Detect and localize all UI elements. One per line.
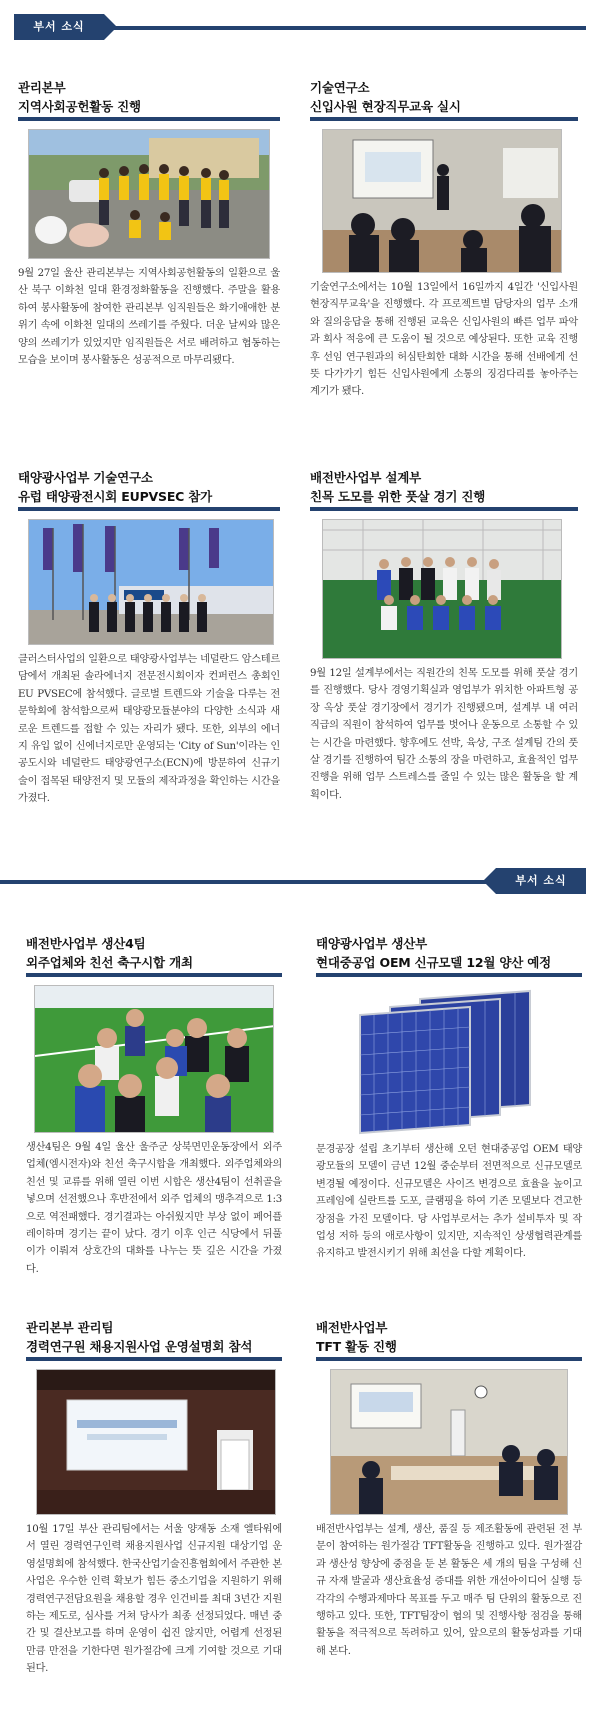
training-room-photo [322, 129, 562, 273]
title-rule [18, 117, 280, 121]
article-dept: 배전반사업부 생산4팀 [26, 936, 146, 951]
section-banner-middle [0, 868, 586, 894]
futsal-team-photo [322, 519, 562, 659]
article-title: 친목 도모를 위한 풋살 경기 진행 [310, 489, 486, 504]
article-dept: 기술연구소 [310, 80, 370, 95]
article-title: 현대중공업 OEM 신규모델 12월 양산 예정 [316, 955, 552, 970]
article-dept: 태양광사업부 생산부 [316, 936, 428, 951]
seminar-presentation-photo [36, 1369, 276, 1515]
eupvsec-exhibition-photo [28, 519, 274, 645]
article-body: 기술연구소에서는 10월 13일에서 16일까지 4일간 '신입사원 현장직무교육'을 진행했다. 각 프로젝트별 담당자의 업무 소개와 질의응답을 통해 진행된 교육은 신입사원의 빠른 업무 파악과 회사 적응에 큰 도움이 될 것으로 예상된다. 또한 교육 진행 후 선임 연구원과의 허심탄회한 대화 시간을 통해 선배에게 선뜻 다가가기 힘든 신입사원에게 소통의 징검다리를 놓아주는 계기가 됐다. [310, 282, 578, 398]
banner-tab-label: 부서 소식 [496, 868, 586, 894]
article-body: 생산4팀은 9월 4일 울산 울주군 상북면민운동장에서 외주업체(엠시전자)와 친선 축구시합을 개최했다. 외주업체와의 친선 및 교류를 위해 열린 이번 시합은 생산4팀이 선취골을 넣으며 선전했으나 후반전에서 외주 업체의 맹추격으로 1:3으로 역전패했다. 경기결과는 아쉬웠지만 부상 없이 페어플레이하며 경기는 끝이 났다. 경기 이후 인근 식당에서 뒤풀이가 이뤄져 상호간의 대화를 나누는 뜻 깊은 시간을 가졌다. [26, 1142, 282, 1275]
article-futsal [310, 468, 578, 804]
title-rule [310, 117, 578, 121]
article-soccer-match [26, 934, 282, 1278]
title-rule [316, 1357, 582, 1361]
title-rule [26, 973, 282, 977]
article-oem-model [316, 934, 582, 1263]
article-body: 배전반사업부는 설계, 생산, 품질 등 제조활동에 관련된 전 부문이 참여하는 원가절감 TFT활동을 진행하고 있다. 원가절감과 생산성 향상에 중점을 둔 본 활동은 세 개의 팀을 구성해 신규 자재 발굴과 생산효율성 증대를 위한 개선아이디어 실행 등 각각의 수행과제마다 목표를 두고 매주 팀 단위의 활동으로 진행하고 있다. 또한, TFT팀장이 협의 및 진행사항 점검을 통해 활동을 적극적으로 독려하고 있어, 앞으로의 활동성과를 기대해 본다. [316, 1524, 582, 1657]
title-rule [18, 507, 280, 511]
article-dept: 배전반사업부 설계부 [310, 470, 422, 485]
article-dept: 관리본부 관리팀 [26, 1320, 114, 1335]
tft-meeting-photo [330, 1369, 568, 1515]
article-body: 9월 12일 설계부에서는 직원간의 친목 도모를 위해 풋살 경기를 진행했다. 당사 경영기획실과 영업부가 위치한 아파트형 공장 옥상 풋살 경기장에서 경기가 진행됐으며, 설계부 내 여러 직급의 직원이 참석하여 업무를 벗어나 운동으로 소통할 수 있는 시간을 마련했다. 향후에도 선박, 육상, 구조 설계팀 간의 풋살 경기를 진행하여 팀간 소통의 장을 마련하고, 효율적인 업무진행을 위해 업무 스트레스를 줄일 수 있는 많은 활동을 할 계획이다. [310, 668, 578, 801]
article-title: 경력연구원 채용지원사업 운영설명회 참석 [26, 1339, 253, 1354]
article-new-employee-training [310, 78, 578, 401]
article-title: 유럽 태양광전시회 EUPVSEC 참가 [18, 489, 213, 504]
volunteers-cleanup-photo [28, 129, 270, 259]
section-banner-top [14, 14, 586, 40]
title-rule [316, 973, 582, 977]
article-body: 문경공장 설립 초기부터 생산해 오던 현대중공업 OEM 태양광모듈의 모델이 금년 12월 중순부터 전면적으로 신규모델로 변경될 예정이다. 신규모델은 사이즈 변경으로 효율을 높이고 프레임에 실란트를 도포, 클램핑을 하여 기존 모델보다 견고한 장점을 가진 모델이다. 당 사업부로서는 추가 설비투자 및 작업성 저하 등의 애로사항이 있지만, 지속적인 상생협력관계를 유지하고 발전시키기 위해 최선을 다할 계획이다. [316, 1144, 582, 1260]
article-community-service [18, 78, 280, 369]
article-dept: 태양광사업부 기술연구소 [18, 470, 153, 485]
banner-tab-label: 부서 소식 [14, 14, 104, 40]
title-rule [310, 507, 578, 511]
article-title: 지역사회공헌활동 진행 [18, 99, 141, 114]
article-title: TFT 활동 진행 [316, 1339, 397, 1354]
article-body: 9월 27일 울산 관리본부는 지역사회공헌활동의 일환으로 울산 북구 이화천 일대 환경정화활동을 진행했다. 주말을 활용하여 봉사활동에 참여한 관리본부 임직원들은 화기애애한 분위기 속에 이화천 일대의 쓰레기를 주웠다. 더운 날씨와 많은 양의 쓰레기가 있었지만 임직원들은 서로 배려하고 협동하는 모습을 보이며 봉사활동은 성공적으로 마무리됐다. [18, 268, 280, 367]
article-tft-activity [316, 1318, 582, 1660]
article-dept: 관리본부 [18, 80, 66, 95]
article-title: 외주업체와 친선 축구시합 개최 [26, 955, 193, 970]
soccer-group-selfie-photo [34, 985, 274, 1133]
article-dept: 배전반사업부 [316, 1320, 388, 1335]
article-recruitment-seminar [26, 1318, 282, 1678]
title-rule [26, 1357, 282, 1361]
article-eupvsec [18, 468, 280, 808]
article-body: 클러스터사업의 일환으로 태양광사업부는 네덜란드 암스테르담에서 개최된 솔라에너지 전문전시회이자 컨퍼런스 총회인 EU PVSEC에 참석했다. 글로벌 트렌드와 기술을 다루는 전문학회에 참석함으로써 태양광모듈분야의 다양한 소식과 새로운 트렌드를 접할 수 있는 자리가 됐다. 또한, 외부의 에너지 유입 없이 신에너지로만 운영되는 'City of Sun'이라는 인공도시와 네덜란드 태양광연구소(ECN)에 방문하여 신규기술이 접목된 태양전지 및 모듈의 제작과정을 확인하는 시간을 가졌다. [18, 654, 280, 805]
article-title: 신입사원 현장직무교육 실시 [310, 99, 461, 114]
article-body: 10월 17일 부산 관리팀에서는 서울 양재동 소재 엘타워에서 열린 경력연구인력 채용지원사업 신규지원 대상기업 운영설명회에 참석했다. 한국산업기술진흥협회에서 주관한 본 사업은 우수한 인력 확보가 힘든 중소기업을 지원하기 위해 경력연구전담요원을 채용할 경우 인건비를 최대 3년간 지원하는 제도로, 심사를 거쳐 당사가 최종 선정되었다. 매년 중간 및 결산보고를 하며 운영이 쉽진 않지만, 어렵게 선정된 만큼 만전을 기한다면 원가절감에 크게 기여할 것으로 기대된다. [26, 1524, 282, 1675]
solar-panels-photo [340, 985, 550, 1135]
